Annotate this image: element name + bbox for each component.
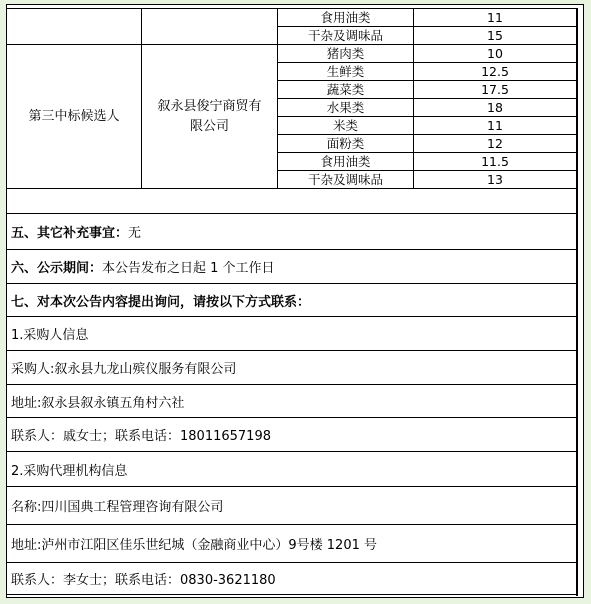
category-cell: 蔬菜类 bbox=[278, 81, 414, 99]
category-cell: 面粉类 bbox=[278, 135, 414, 153]
section-5-label: 五、其它补充事宜： bbox=[11, 226, 129, 241]
section-5-value: 无 bbox=[128, 226, 142, 241]
purchaser-name: 采购人:叙永县九龙山殡仪服务有限公司 bbox=[6, 350, 578, 384]
empty-cell bbox=[7, 9, 142, 45]
section-6-label: 六、公示期间： bbox=[11, 261, 103, 276]
section-7-label: 七、对本次公告内容提出询问，请按以下方式联系： bbox=[11, 294, 311, 310]
agency-name: 名称:四川国典工程管理咨询有限公司 bbox=[6, 486, 578, 524]
category-cell: 干杂及调味品 bbox=[278, 27, 414, 45]
candidate-company: 叙永县俊宁商贸有限公司 bbox=[142, 45, 278, 189]
value-cell: 12.5 bbox=[414, 63, 577, 81]
agency-heading: 2.采购代理机构信息 bbox=[6, 451, 578, 486]
category-cell: 食用油类 bbox=[278, 9, 414, 27]
table-row bbox=[7, 45, 577, 63]
value-cell: 15 bbox=[414, 27, 577, 45]
section-6-value: 本公告发布之日起 1 个工作日 bbox=[102, 261, 275, 276]
agency-address: 地址:泸州市江阳区佳乐世纪城（金融商业中心）9号楼 1201 号 bbox=[6, 524, 578, 562]
table-row bbox=[7, 9, 577, 27]
purchaser-heading: 1.采购人信息 bbox=[6, 316, 578, 350]
category-cell: 食用油类 bbox=[278, 153, 414, 171]
value-cell: 10 bbox=[414, 45, 577, 63]
section-6 bbox=[6, 249, 578, 283]
value-cell: 17.5 bbox=[414, 81, 577, 99]
category-cell: 米类 bbox=[278, 117, 414, 135]
left-border bbox=[6, 8, 7, 595]
purchaser-address: 地址:叙永县叙永镇五角村六社 bbox=[6, 384, 578, 417]
value-cell: 11.5 bbox=[414, 153, 577, 171]
agency-contact: 联系人：李女士；联系电话：0830-3621180 bbox=[6, 562, 578, 595]
bidder-table bbox=[6, 8, 577, 189]
value-cell: 11 bbox=[414, 117, 577, 135]
value-cell: 11 bbox=[414, 9, 577, 27]
value-cell: 18 bbox=[414, 99, 577, 117]
category-cell: 生鲜类 bbox=[278, 63, 414, 81]
section-5 bbox=[6, 213, 578, 249]
category-cell: 猪肉类 bbox=[278, 45, 414, 63]
value-cell: 13 bbox=[414, 171, 577, 189]
category-cell: 水果类 bbox=[278, 99, 414, 117]
empty-cell bbox=[142, 9, 278, 45]
candidate-rank: 第三中标候选人 bbox=[7, 45, 142, 189]
purchaser-contact: 联系人：戚女士；联系电话：18011657198 bbox=[6, 417, 578, 451]
value-cell: 12 bbox=[414, 135, 577, 153]
category-cell: 干杂及调味品 bbox=[278, 171, 414, 189]
section-7 bbox=[6, 283, 578, 316]
right-border bbox=[576, 8, 578, 596]
